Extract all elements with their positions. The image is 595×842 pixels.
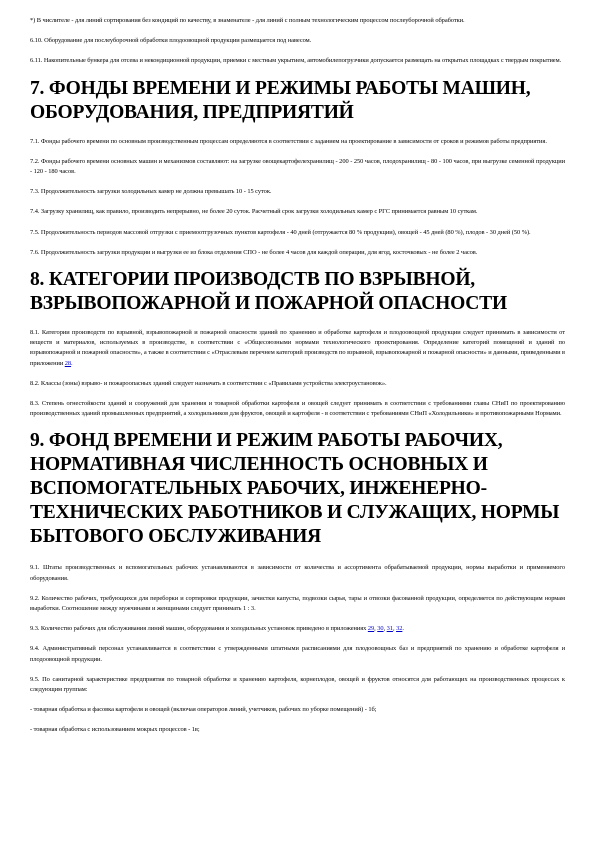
- section-7-heading: 7. ФОНДЫ ВРЕМЕНИ И РЕЖИМЫ РАБОТЫ МАШИН, ОБОРУДОВАНИЯ, ПРЕДПРИЯТИЙ: [30, 77, 531, 123]
- paragraph-9-2: 9.2. Количество рабочих, требующихся для переборки и сортировки продукции, зачистки капусты, подвозки сырья, тары и отвозки фасованной продукции, определяется по действующим нормам выработки. Соотношение между мужчинами и женщинами следует принимать 1 : 3.: [30, 594, 565, 613]
- paragraph-7-3: 7.3. Продолжительность загрузки холодильных камер не должна превышать 10 - 15 суток.: [30, 188, 272, 196]
- appendix-link-28[interactable]: 28: [64, 359, 72, 367]
- section-9-heading: 9. ФОНД ВРЕМЕНИ И РЕЖИМ РАБОТЫ РАБОЧИХ, НОРМАТИВНАЯ ЧИСЛЕННОСТЬ ОСНОВНЫХ И ВСПОМОГАТЕЛЬНЫХ РАБОЧИХ, ИНЖЕНЕРНО-ТЕХНИЧЕСКИХ РАБОТНИКОВ И СЛУЖАЩИХ, НОРМЫ БЫТОВОГО ОБСЛУЖИВАНИЯ: [30, 430, 560, 548]
- paragraph-8-1-text: 8.1. Категории производств по взрывной, взрывопожарной и пожарной опасности зданий по хранению и обработке картофеля и плодоовощной продукции следует принимать в зависимости от веществ и материалов, используемых в производстве, в соответствии с «Общесоюзными нормами технологического проектирования. Определение категорий помещений и зданий по взрывопожарной и пожарной опасности», а также в соответствии с «Отраслевым перечнем категорий производств по взрывной, взрывопожарной и пожарной опасности» и данными, приведенными в приложении: [30, 329, 565, 367]
- paragraph-7-5: 7.5. Продолжительность периодов массовой отгрузки с приемоотгрузочных пунктов картофеля - 40 дней (отгружается 80 % продукции), овощей - 45 дней (80 %), плодов - 30 дней (50 %).: [30, 228, 531, 236]
- paragraph-8-3: 8.3. Степень огнестойкости зданий и сооружений для хранения и товарной обработки картофеля и овощей следует принимать в соответствии с требованиями главы СНиП по проектированию производственных зданий промышленных предприятий, а холодильников для фруктов, овощей и картофеля - в соответствии с требованиями СНиП «Холодильники» и противопожарными Нормами.: [30, 400, 565, 418]
- section-8-heading: 8. КАТЕГОРИИ ПРОИЗВОДСТВ ПО ВЗРЫВНОЙ, ВЗРЫВОПОЖАРНОЙ И ПОЖАРНОЙ ОПАСНОСТИ: [30, 269, 507, 315]
- list-item-1v: - товарная обработка с использованием мокрых процессов - 1в;: [30, 726, 200, 734]
- paragraph-8-1: [30, 328, 565, 369]
- paragraph-7-1: 7.1. Фонды рабочего времени по основным производственным процессам определяются в соответствии с заданием на проектирование в зависимости от сроков и режимов работы предприятия.: [30, 137, 547, 145]
- paragraph-7-2: 7.2. Фонды рабочего времени основных машин и механизмов составляют: на загрузке овощекартофелехранилищ - 200 - 250 часов, плодохранилищ - 80 - 100 часов, при выгрузке семенной продукции - 120 - 180 часов.: [30, 157, 565, 176]
- list-item-1b: - товарная обработка и фасовка картофеля и овощей (включая операторов линий, учетчиков, рабочих по уборке помещений) - 1б;: [30, 706, 377, 714]
- appendix-link-31[interactable]: 31: [386, 625, 393, 633]
- paragraph-7-4: 7.4. Загрузку хранилищ, как правило, производить непрерывно, не более 20 суток. Расчетный срок загрузки холодильных камер с РГС принимается равным 10 суткам.: [30, 208, 478, 216]
- appendix-link-32[interactable]: 32: [396, 625, 403, 633]
- paragraph-8-2: 8.2. Классы (зоны) взрыво- и пожароопасных зданий следует назначать в соответствии с «Правилами устройства электроустановок».: [30, 379, 387, 387]
- paragraph-9-4: 9.4. Административный персонал устанавливается в соответствии с утвержденными штатными расписаниями для плодоовощных баз и предприятий по хранению и обработке картофеля и плодоовощной продукции.: [30, 645, 565, 663]
- paragraph-6-10: 6.10. Оборудование для послеуборочной обработки плодоовощной продукции размещается под навесом.: [30, 37, 312, 45]
- paragraph-9-1: 9.1. Штаты производственных и вспомогательных рабочих устанавливаются в зависимости от количества и ассортимента обрабатываемой продукции, нормы выработки и применяемого оборудования.: [30, 564, 565, 582]
- paragraph-9-3-end: .: [402, 625, 404, 633]
- paragraph-7-6: 7.6. Продолжительность загрузки продукции и выгрузки ее из блока отделения СПО - не более 4 часов для каждой операции, для ягод, косточковых - не более 2 часов.: [30, 248, 478, 256]
- appendix-link-29[interactable]: 29: [367, 625, 375, 633]
- footnote-paragraph: *) В числителе - для линий сортирования без кондиций по качеству, в знаменателе - для линий с полным технологическим процессом послеуборочной обработки.: [30, 17, 465, 24]
- paragraph-8-1-end: .: [71, 359, 73, 367]
- paragraph-9-3-text: 9.3. Количество рабочих для обслуживания линий машин, оборудования и холодильных установок приведено в приложениях: [30, 625, 368, 633]
- paragraph-9-5: 9.5. По санитарной характеристике предприятия по товарной обработке и хранению картофеля, корнеплодов, овощей и фруктов относятся для работающих на производственных процессах к следующим группам:: [30, 675, 565, 694]
- paragraph-6-11: 6.11. Накопительные бункера для отсева и некондиционной продукции, приемки с местным укрытием, автомобилепогрузчики допускается размещать на открытых площадках с твердым покрытием.: [30, 57, 562, 65]
- appendix-link-30[interactable]: 30: [377, 625, 384, 633]
- paragraph-9-3: 9.3. Количество рабочих для обслуживания линий машин, оборудования и холодильных установок приведено в приложениях 29, 30, 31, 32.: [30, 625, 404, 633]
